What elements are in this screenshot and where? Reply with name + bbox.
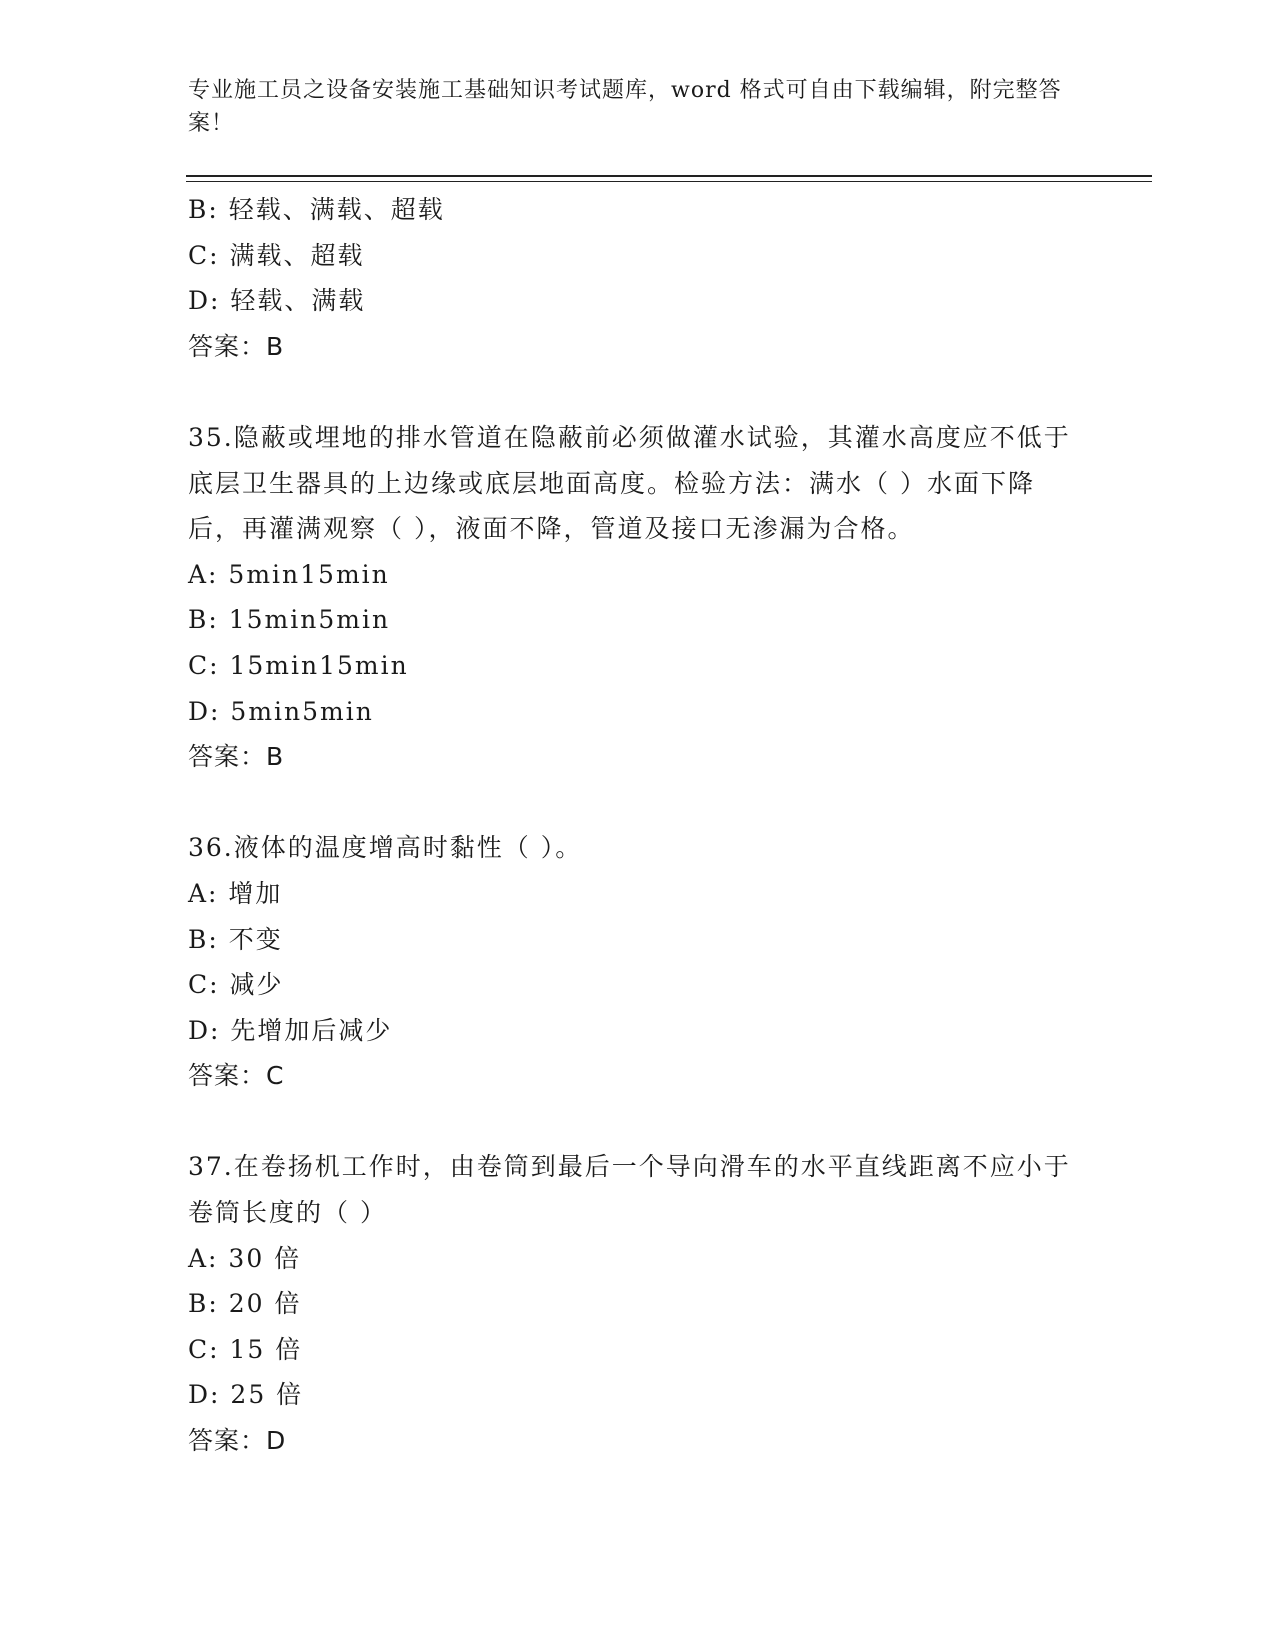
question-block xyxy=(188,1144,1088,1463)
option: D: 轻载、满载 xyxy=(188,286,366,316)
question-stem: 37.在卷扬机工作时，由卷筒到最后一个导向滑车的水平直线距离不应小于卷筒长度的（ ） xyxy=(188,1152,1071,1228)
option: C: 减少 xyxy=(188,970,284,1000)
answer: 答案：B xyxy=(188,742,285,772)
option: C: 15 倍 xyxy=(188,1334,303,1364)
option: B: 20 倍 xyxy=(188,1289,302,1319)
option: B: 15min5min xyxy=(188,605,391,635)
question-stem: 36.液体的温度增高时黏性（ ）。 xyxy=(188,833,583,863)
option: C: 15min15min xyxy=(188,650,409,680)
option: D: 25 倍 xyxy=(188,1380,304,1410)
header-rule-thin xyxy=(186,181,1152,182)
header-rule-thick xyxy=(186,175,1152,177)
answer: 答案：D xyxy=(188,1426,287,1456)
answer: 答案：B xyxy=(188,331,285,361)
question-block xyxy=(188,187,1088,369)
option: B: 轻载、满载、超载 xyxy=(188,195,445,224)
answer: 答案：C xyxy=(188,1061,285,1091)
option: B: 不变 xyxy=(188,924,283,954)
option: C: 满载、超载 xyxy=(188,240,365,270)
question-block xyxy=(188,415,1088,780)
document-header: 专业施工员之设备安装施工基础知识考试题库，word 格式可自由下载编辑，附完整答案！ xyxy=(188,78,1062,136)
option: A: 增加 xyxy=(188,878,283,908)
option: D: 先增加后减少 xyxy=(188,1015,393,1045)
question-stem: 35.隐蔽或埋地的排水管道在隐蔽前必须做灌水试验，其灌水高度应不低于底层卫生器具的上边缘或底层地面高度。检验方法：满水（ ）水面下降后，再灌满观察（ ），液面不降，管道及接口无渗漏为合格。 xyxy=(188,422,1071,544)
spacer xyxy=(188,369,1088,415)
question-block xyxy=(188,825,1088,1099)
option: D: 5min5min xyxy=(188,696,374,726)
spacer xyxy=(188,780,1088,826)
question-list xyxy=(188,187,1088,1464)
option: A: 5min15min xyxy=(188,559,390,589)
spacer xyxy=(188,1099,1088,1145)
option: A: 30 倍 xyxy=(188,1243,302,1273)
